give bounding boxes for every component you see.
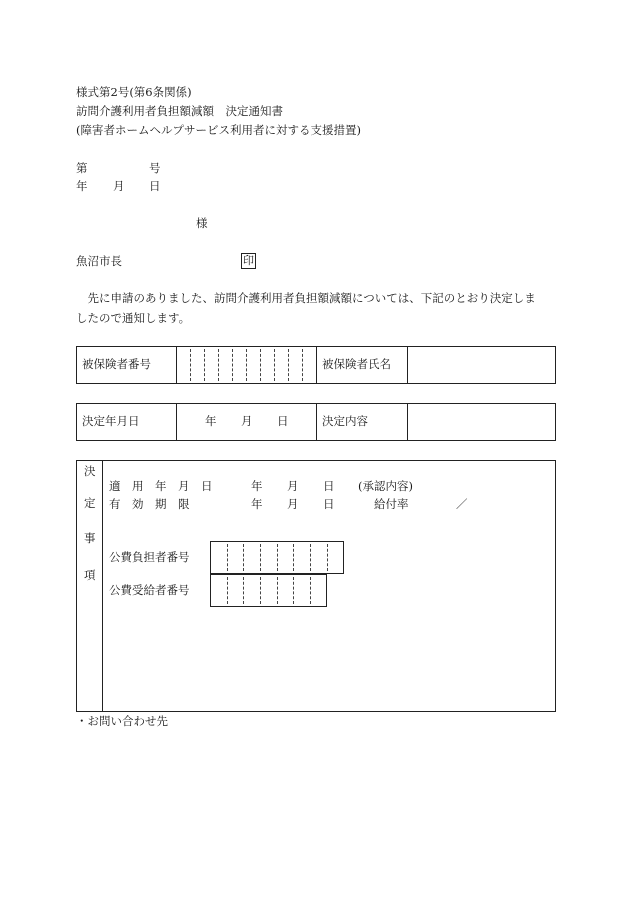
date-year: 年 (76, 179, 88, 193)
approval-content-label: (承認内容) (358, 479, 413, 493)
date-day: 日 (149, 179, 161, 193)
benefit-rate-slash: ／ (456, 497, 468, 511)
decision-date-label: 決定年月日 (82, 414, 140, 428)
digit-separator (204, 349, 205, 381)
table-divider (176, 346, 177, 384)
body-text-line-1: 先に申請のありました、訪問介護利用者負担額減額については、下記のとおり決定しま (76, 291, 536, 305)
digit-separator (190, 349, 191, 381)
digit-separator (260, 349, 261, 381)
table-divider (176, 403, 177, 441)
valid-day: 日 (323, 497, 335, 511)
body-text-line-2: したので通知します。 (76, 311, 191, 325)
document-title: 訪問介護利用者負担額減額 決定通知書 (76, 104, 283, 118)
digit-separator (302, 349, 303, 381)
table-divider (316, 403, 317, 441)
digit-separator (227, 544, 228, 571)
digit-separator (232, 349, 233, 381)
issuer-name: 魚沼市長 (76, 254, 122, 268)
decision-day: 日 (277, 414, 289, 428)
inquiry-label: ・お問い合わせ先 (76, 714, 168, 728)
digit-separator (260, 544, 261, 571)
digit-separator (277, 577, 278, 604)
doc-number-dai: 第 (76, 161, 88, 175)
decision-side-char: 事 (84, 531, 96, 545)
seal-mark: 印 (243, 254, 254, 267)
decision-month: 月 (241, 414, 253, 428)
decision-side-char: 定 (84, 496, 96, 510)
table-divider (102, 460, 103, 712)
digit-separator (288, 349, 289, 381)
benefit-rate-label: 給付率 (374, 497, 409, 511)
applied-month: 月 (287, 479, 299, 493)
valid-period-label: 有 効 期 限 (109, 497, 190, 511)
insured-name-label: 被保険者氏名 (322, 357, 391, 371)
valid-month: 月 (287, 497, 299, 511)
decision-side-char: 項 (84, 568, 96, 582)
valid-year: 年 (251, 497, 263, 511)
recipient-number-label: 公費受給者番号 (109, 583, 190, 597)
insured-number-label: 被保険者番号 (82, 357, 151, 371)
digit-separator (277, 544, 278, 571)
applied-date-label: 適 用 年 月 日 (109, 479, 213, 493)
digit-separator (227, 577, 228, 604)
doc-number-go: 号 (149, 161, 161, 175)
digit-separator (243, 544, 244, 571)
digit-separator (246, 349, 247, 381)
digit-separator (274, 349, 275, 381)
recipient-honorific: 様 (196, 216, 208, 230)
table-divider (316, 346, 317, 384)
digit-separator (310, 577, 311, 604)
table-divider (407, 346, 408, 384)
date-month: 月 (113, 179, 125, 193)
decision-year: 年 (205, 414, 217, 428)
digit-separator (218, 349, 219, 381)
digit-separator (310, 544, 311, 571)
applied-year: 年 (251, 479, 263, 493)
document-subtitle: (障害者ホームヘルプサービス利用者に対する支援措置) (76, 123, 361, 137)
applied-day: 日 (323, 479, 335, 493)
form-number: 様式第2号(第6条関係) (76, 85, 192, 99)
table-divider (407, 403, 408, 441)
digit-separator (293, 577, 294, 604)
decision-side-char: 決 (84, 464, 96, 478)
digit-separator (243, 577, 244, 604)
decision-content-label: 決定内容 (322, 414, 368, 428)
digit-separator (260, 577, 261, 604)
digit-separator (327, 544, 328, 571)
payer-number-label: 公費負担者番号 (109, 550, 190, 564)
digit-separator (293, 544, 294, 571)
